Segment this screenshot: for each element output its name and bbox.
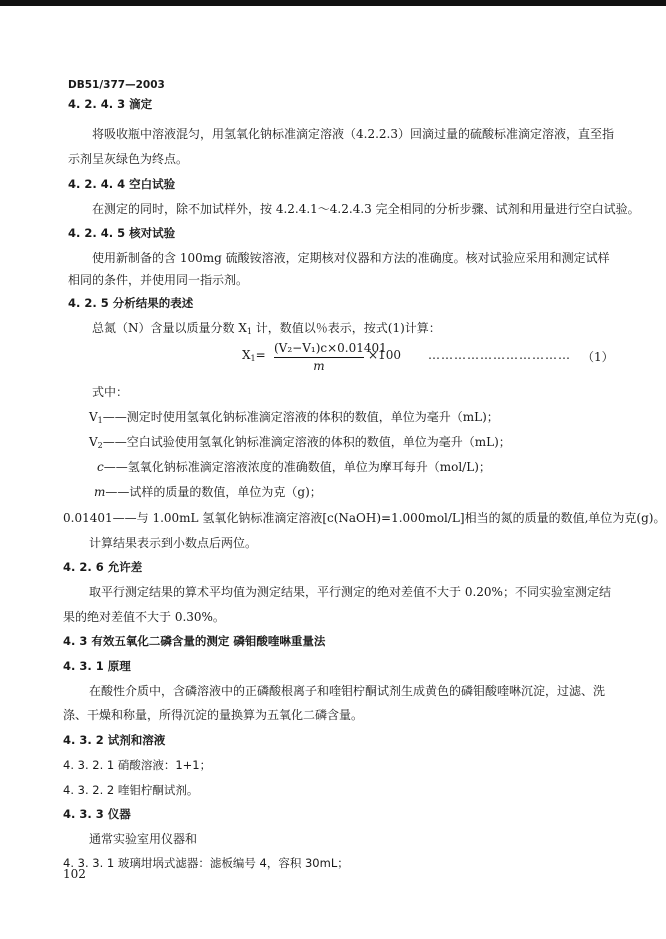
heading-4-3-2: 4. 3. 2 试剂和溶液 — [63, 733, 166, 747]
paragraph-line: 在测定的同时，除不加试样外，按 4.2.4.1～4.2.4.3 完全相同的分析步骤、试剂和用量进行空白试验。 — [92, 202, 640, 216]
paragraph-line: 通常实验室用仪器和 — [89, 832, 198, 846]
paragraph-line: 将吸收瓶中溶液混匀，用氢氧化钠标准滴定溶液（4.2.2.3）回滴过量的硫酸标准滴定溶液，直至指 — [92, 127, 614, 141]
formula-intro: 总氮（N）含量以质量分数 $X_1$ 计，数值以％表示，按式(1)计算： — [92, 321, 441, 336]
formula-numerator: (V₂−V₁)c×0.01401 — [274, 340, 364, 358]
equation-number: （1） — [582, 350, 614, 364]
formula-denominator: m — [313, 359, 325, 373]
paragraph-line: 取平行测定结果的算术平均值为测定结果，平行测定的绝对差值不大于 0.20%；不同实验室测定结 — [89, 585, 611, 599]
page-number: 102 — [63, 867, 86, 881]
formula-1 — [242, 340, 614, 380]
heading-4-2-4-3: 4. 2. 4. 3 滴定 — [68, 97, 153, 111]
paragraph-line: 在酸性介质中，含磷溶液中的正磷酸根离子和喹钼柠酮试剂生成黄色的磷钼酸喹啉沉淀，过滤、洗 — [89, 684, 606, 698]
heading-4-3-1: 4. 3. 1 原理 — [63, 659, 131, 673]
where-v2: $V_2——$空白试验使用氢氧化钠标准滴定溶液的体积的数值，单位为毫升（mL)； — [89, 435, 511, 450]
top-border — [0, 0, 666, 6]
paragraph-line: 果的绝对差值不大于 0.30%。 — [63, 610, 225, 624]
heading-4-2-4-5: 4. 2. 4. 5 核对试验 — [68, 226, 176, 240]
where-c: c——氢氧化钠标准滴定溶液浓度的准确数值，单位为摩耳每升（mol/L)； — [97, 460, 491, 474]
item-4-3-2-2: 4. 3. 2. 2 喹钼柠酮试剂。 — [63, 783, 199, 797]
item-4-3-2-1: 4. 3. 2. 1 硝酸溶液：1+1； — [63, 758, 212, 772]
paragraph-line: 使用新制备的含 100mg 硫酸铵溶液，定期核对仪器和方法的准确度。核对试验应采用和测定试样 — [92, 251, 610, 265]
formula-leader-dots: …………………………… — [428, 348, 571, 362]
formula-multiplier: ×100 — [368, 348, 401, 362]
where-v1: $V_1——$测定时使用氢氧化钠标准滴定溶液的体积的数值，单位为毫升（mL)； — [89, 410, 499, 425]
paragraph-line: 示剂呈灰绿色为终点。 — [68, 152, 189, 166]
formula-lhs: $X_1=$ — [242, 348, 266, 363]
rounding-note: 计算结果表示到小数点后两位。 — [89, 536, 258, 550]
heading-4-2-4-4: 4. 2. 4. 4 空白试验 — [68, 177, 176, 191]
paragraph-line: 相同的条件，并使用同一指示剂。 — [68, 273, 249, 287]
paragraph-line: 涤、干燥和称量，所得沉淀的量换算为五氧化二磷含量。 — [63, 708, 364, 722]
heading-4-3: 4. 3 有效五氧化二磷含量的测定 磷钼酸喹啉重量法 — [63, 634, 326, 648]
heading-4-3-3: 4. 3. 3 仪器 — [63, 807, 131, 821]
where-m: m——试样的质量的数值，单位为克（g)； — [94, 485, 322, 499]
heading-4-2-5: 4. 2. 5 分析结果的表述 — [68, 296, 194, 310]
standard-code: DB51/377—2003 — [68, 79, 165, 91]
heading-4-2-6: 4. 2. 6 允许差 — [63, 560, 143, 574]
where-title: 式中： — [92, 385, 129, 399]
where-constant: 0.01401——与 1.00mL 氢氧化钠标准滴定溶液[c(NaOH)=1.000mol/L]相当的氮的质量的数值,单位为克(g)。 — [63, 511, 666, 525]
item-4-3-3-1: 4. 3. 3. 1 玻璃坩埚式滤器：滤板编号 4，容积 30mL； — [63, 856, 349, 870]
